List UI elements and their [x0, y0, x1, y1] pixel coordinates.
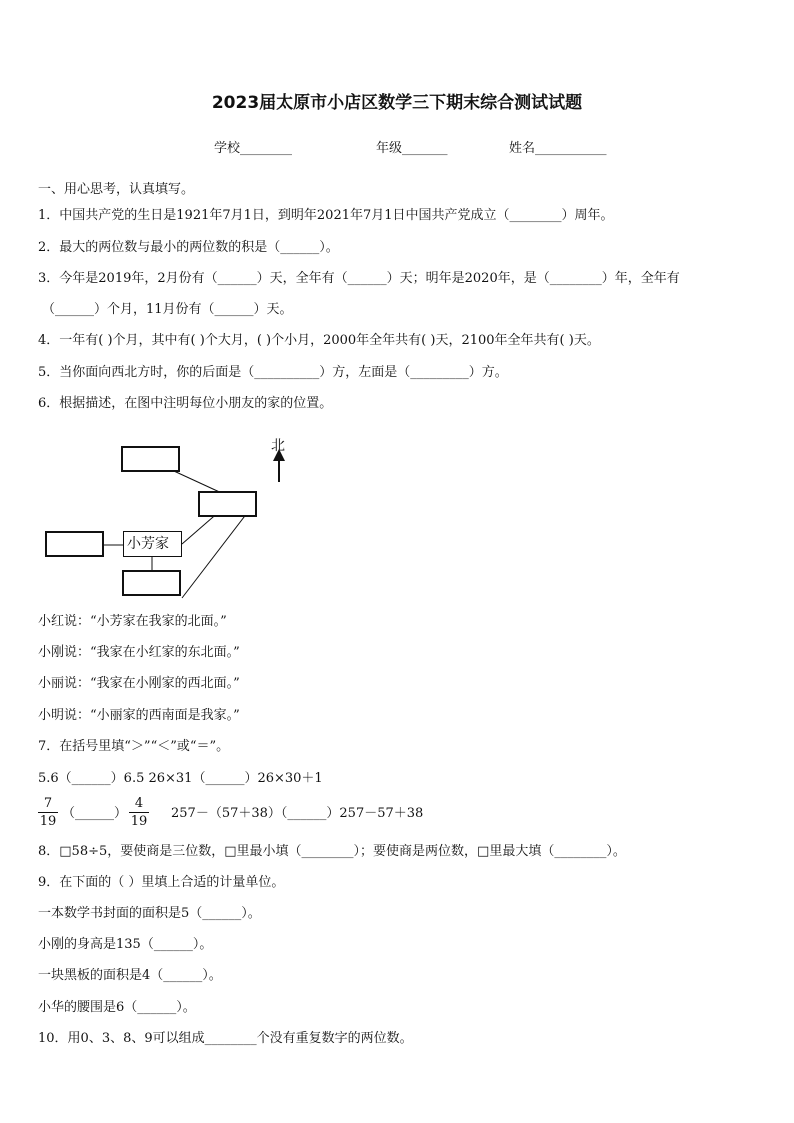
question-7-line1: 5.6（______）6.5 26×31（______）26×30＋1	[38, 771, 323, 786]
fraction-numerator: 7	[43, 796, 53, 811]
question-7: 7．在括号里填“＞”“＜”或“＝”。	[38, 739, 230, 754]
fraction-bar	[129, 812, 149, 813]
question-3-line2: （______）个月，11月份有（______）天。	[42, 302, 293, 317]
fraction-denominator: 19	[130, 814, 148, 829]
fraction-7-19	[38, 796, 58, 829]
school-field: 学校________	[214, 141, 293, 156]
fraction-numerator: 4	[134, 796, 144, 811]
question-6: 6．根据描述，在图中注明每位小朋友的家的位置。	[38, 396, 333, 411]
question-2: 2．最大的两位数与最小的两位数的积是（______）。	[38, 240, 339, 255]
question-7-blank: （______）	[62, 806, 128, 821]
question-7-line2-right: 257－（57＋38）（______）257－57＋38	[171, 806, 424, 821]
question-3-line1: 3．今年是2019年，2月份有（______）天，全年有（______）天；明年是2020年，是（________）年，全年有	[38, 271, 680, 286]
statement-xiaoming: 小明说：“小丽家的西南面是我家。”	[38, 708, 240, 723]
question-9: 9．在下面的（ ）里填上合适的计量单位。	[38, 875, 285, 890]
question-10: 10．用0、3、8、9可以组成________个没有重复数字的两位数。	[38, 1031, 413, 1046]
page-title: 2023届太原市小店区数学三下期末综合测试试题	[211, 93, 583, 113]
statement-xiaogang: 小刚说：“我家在小红家的东北面。”	[38, 645, 240, 660]
question-9-item: 一块黑板的面积是4（______）。	[38, 968, 222, 983]
house-box-top-left	[121, 446, 180, 472]
question-9-item: 小刚的身高是135（______）。	[38, 937, 213, 952]
statement-xiaoli: 小丽说：“我家在小刚家的西北面。”	[38, 676, 240, 691]
connector-line	[182, 504, 254, 598]
name-field: 姓名___________	[509, 141, 607, 156]
section-heading: 一、用心思考，认真填写。	[38, 182, 195, 197]
question-9-item: 一本数学书封面的面积是5（______）。	[38, 906, 261, 921]
fraction-bar	[38, 812, 58, 813]
grade-field: 年级_______	[376, 141, 448, 156]
fraction-denominator: 19	[39, 814, 57, 829]
house-box-left	[45, 531, 104, 557]
xiaofang-house-label: 小芳家	[127, 536, 169, 552]
question-4: 4．一年有( )个月，其中有( )个大月，( )个小月，2000年全年共有( )天，2100年全年共有( )天。	[38, 333, 600, 348]
question-1: 1．中国共产党的生日是1921年7月1日，到明年2021年7月1日中国共产党成立（________）周年。	[38, 208, 614, 223]
fraction-4-19	[129, 796, 149, 829]
house-box-bottom	[122, 570, 181, 596]
question-9-item: 小华的腰围是6（______）。	[38, 1000, 196, 1015]
statement-xiaohong: 小红说：“小芳家在我家的北面。”	[38, 614, 227, 629]
house-box-right	[198, 491, 257, 517]
question-8: 8．□58÷5，要使商是三位数，□里最小填（________）；要使商是两位数，□里最大填（________）。	[38, 844, 626, 859]
north-label: 北	[271, 438, 285, 454]
question-5: 5．当你面向西北方时，你的后面是（__________）方，左面是（_________）方。	[38, 365, 508, 380]
